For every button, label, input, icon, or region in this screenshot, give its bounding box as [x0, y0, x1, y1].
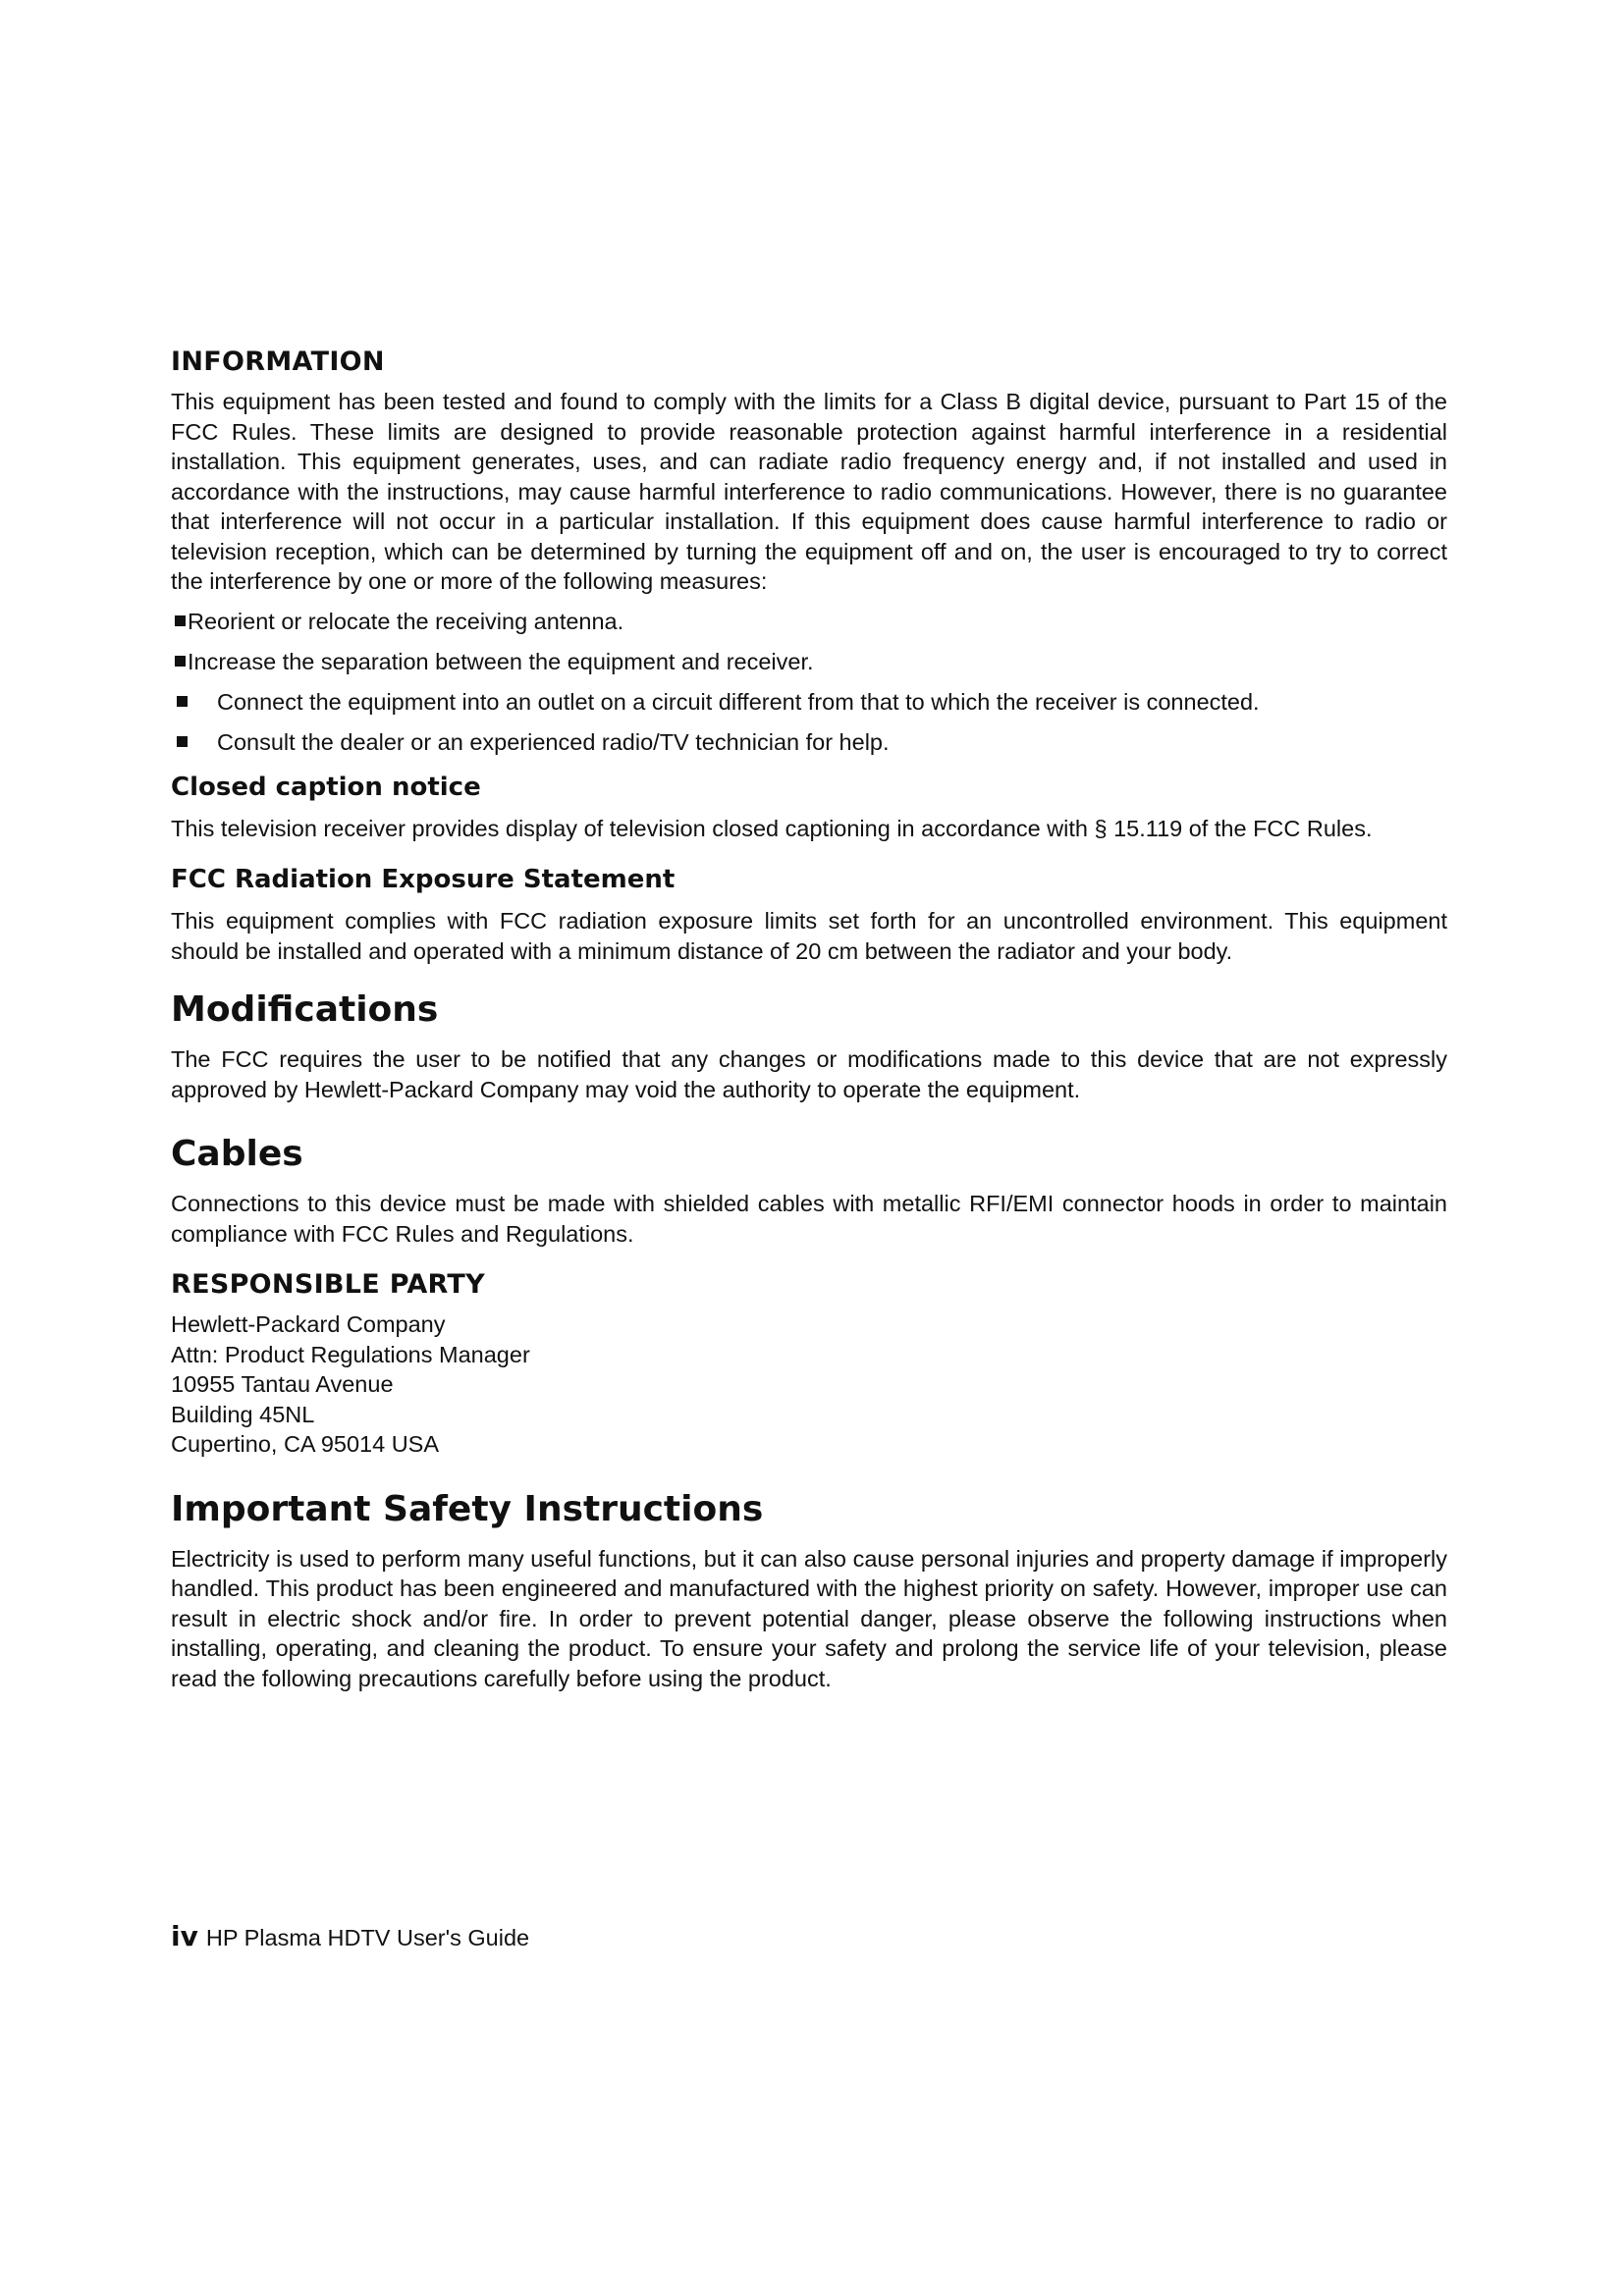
square-bullet-icon: [177, 736, 188, 747]
list-item: [175, 607, 1447, 636]
measure-text: Reorient or relocate the receiving antenna.: [188, 608, 624, 634]
document-page: [171, 346, 1447, 1693]
radiation-section: [171, 863, 1447, 966]
guide-title: HP Plasma HDTV User's Guide: [205, 1925, 530, 1950]
list-item: [175, 727, 1447, 757]
page-number: iv: [171, 1920, 198, 1952]
radiation-heading: FCC Radiation Exposure Statement: [171, 865, 676, 894]
measure-text: Consult the dealer or an experienced radio/TV technician for help.: [217, 728, 890, 755]
measures-list: [175, 607, 1447, 757]
cables-body: Connections to this device must be made with shielded cables with metallic RFI/EMI connector hoods in order to maintain compliance with FCC Rules and Regulations.: [171, 1191, 1447, 1247]
responsible-party-heading: RESPONSIBLE PARTY: [171, 1269, 485, 1300]
measure-text: Increase the separation between the equipment and receiver.: [188, 648, 814, 674]
square-bullet-icon: [175, 615, 186, 626]
safety-body: Electricity is used to perform many useful functions, but it can also cause personal injuries and property damage if improperly handled. This product has been engineered and manufactured with the highest priority on safety. However, improper use can result in electric shock and/or fire. In order to prevent potential danger, please observe the following instructions when installing, operating, and cleaning the product. To ensure your safety and prolong the service life of your television, please read the following precautions carefully before using the product.: [171, 1545, 1447, 1691]
closed-caption-body: This television receiver provides display of television closed captioning in accordance with § 15.119 of the FCC Rules.: [171, 815, 1373, 841]
address-line: Attn: Product Regulations Manager: [171, 1341, 530, 1367]
information-body: This equipment has been tested and found to comply with the limits for a Class B digital device, pursuant to Part 15 of the FCC Rules. These limits are designed to provide reasonable protection against harmful interference in a residential installation. This equipment generates, uses, and can radiate radio frequency energy and, if not installed and used in accordance with the instructions, may cause harmful interference to radio communications. However, there is no guarantee that interference will not occur in a particular installation. If this equipment does cause harmful interference to radio or television reception, which can be determined by turning the equipment off and on, the user is encouraged to try to correct the interference by one or more of the following measures:: [171, 389, 1447, 594]
list-item: [175, 647, 1447, 676]
page-footer: [171, 1920, 529, 1952]
modifications-heading: Modifications: [171, 989, 439, 1030]
radiation-body: This equipment complies with FCC radiation exposure limits set forth for an uncontrolled environment. This equipment should be installed and operated with a minimum distance of 20 cm between the radiator and your body.: [171, 908, 1447, 964]
responsible-party-section: [171, 1268, 1447, 1460]
square-bullet-icon: [177, 696, 188, 707]
measure-text: Connect the equipment into an outlet on a circuit different from that to which the receiver is connected.: [217, 688, 1260, 715]
cables-section: [171, 1132, 1447, 1249]
address-line: Cupertino, CA 95014 USA: [171, 1431, 440, 1457]
list-item: [175, 687, 1447, 717]
closed-caption-heading: Closed caption notice: [171, 772, 481, 802]
address-line: 10955 Tantau Avenue: [171, 1371, 394, 1397]
closed-caption-section: [171, 771, 1447, 844]
square-bullet-icon: [175, 656, 186, 667]
safety-heading: Important Safety Instructions: [171, 1488, 764, 1529]
address-line: Hewlett-Packard Company: [171, 1311, 446, 1337]
address-line: Building 45NL: [171, 1401, 315, 1427]
information-section: [171, 346, 1447, 757]
cables-heading: Cables: [171, 1134, 303, 1174]
modifications-body: The FCC requires the user to be notified that any changes or modifications made to this device that are not expressly approved by Hewlett-Packard Company may void the authority to operate the equipment.: [171, 1046, 1447, 1102]
responsible-party-address: [171, 1309, 1447, 1460]
information-heading: INFORMATION: [171, 347, 385, 377]
modifications-section: [171, 988, 1447, 1104]
safety-section: [171, 1487, 1447, 1694]
